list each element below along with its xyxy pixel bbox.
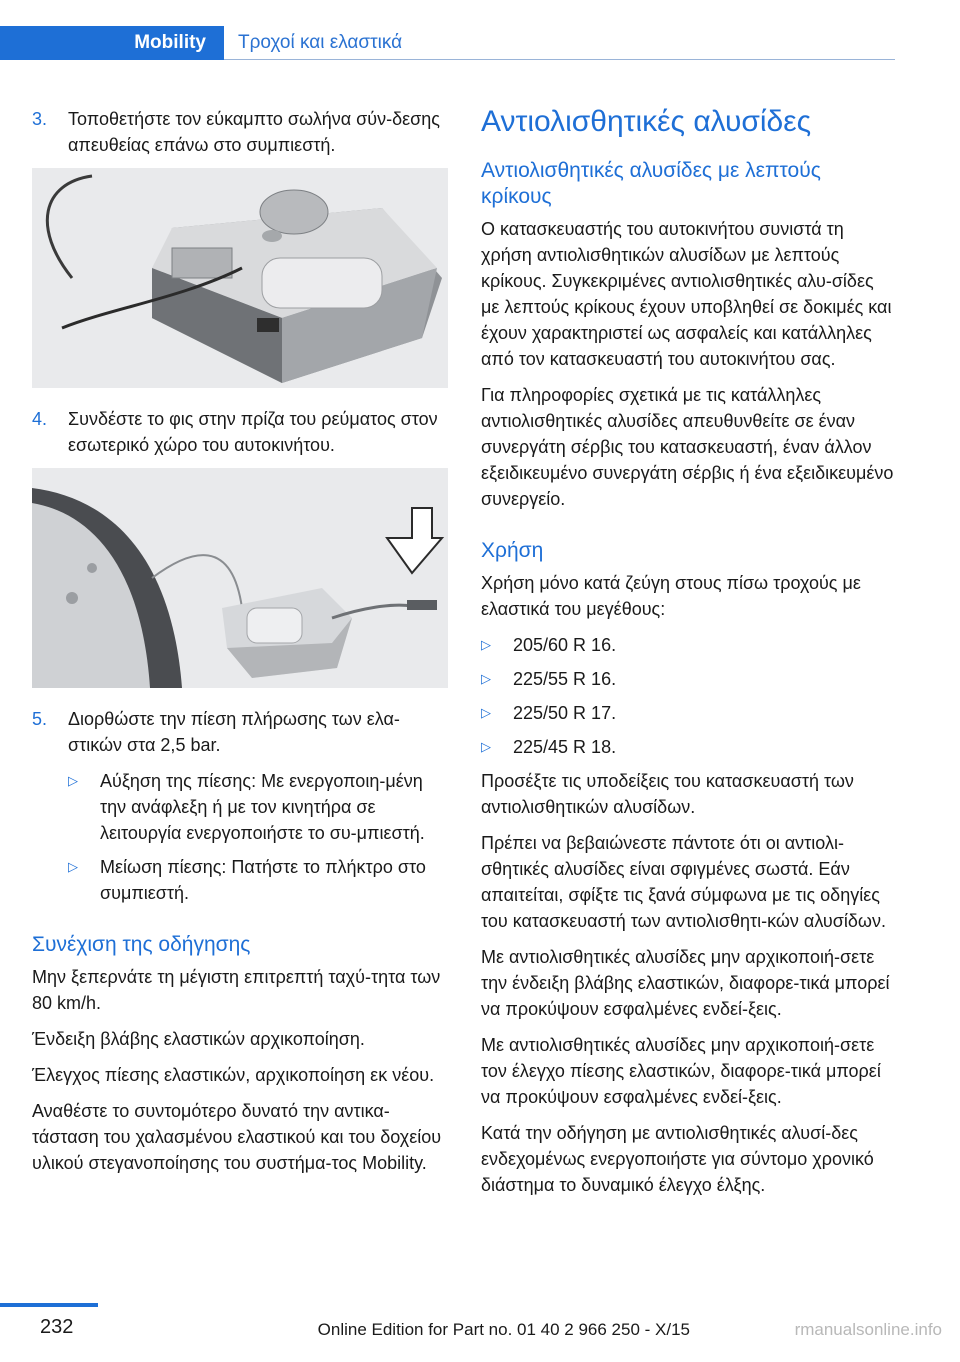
fine-chains-heading: Αντιολισθητικές αλυσίδες με λεπτούς κρίκους xyxy=(481,159,821,208)
step-text: Συνδέστε το φις στην πρίζα του ρεύματος στον εσωτερικό χώρο του αυτοκινήτου. xyxy=(68,409,438,455)
step-3 xyxy=(32,106,448,158)
triangle-right-outline-icon: ▷ xyxy=(68,859,78,874)
paragraph: Χρήση μόνο κατά ζεύγη στους πίσω τροχούς με ελαστικά του μεγέθους: xyxy=(481,573,861,619)
paragraph: Ένδειξη βλάβης ελαστικών αρχικοποίηση. xyxy=(32,1029,365,1049)
step-5 xyxy=(32,706,448,758)
paragraph: Μην ξεπερνάτε τη μέγιστη επιτρεπτή ταχύ‐τητα των 80 km/h. xyxy=(32,967,441,1013)
wheel-compressor-figure xyxy=(32,468,448,688)
paragraph: Κατά την οδήγηση με αντιολισθητικές αλυσί‐δες ενδεχομένως ενεργοποιήστε για σύντομο χρονικό διάστημα το δυναμικό έλεγχο έλξης. xyxy=(481,1123,874,1195)
tire-size: 225/55 R 16. xyxy=(513,669,617,689)
paragraph: Προσέξτε τις υποδείξεις του κατασκευαστή των αντιολισθητικών αλυσίδων. xyxy=(481,771,854,817)
list-item xyxy=(68,768,448,846)
step-number: 3. xyxy=(32,109,48,129)
wheel-compressor-illustration xyxy=(32,468,448,688)
list-item xyxy=(481,734,896,760)
breadcrumb: Τροχοί και ελαστικά xyxy=(238,32,403,53)
triangle-right-outline-icon: ▷ xyxy=(481,671,491,686)
step-number: 4. xyxy=(32,409,48,429)
paragraph: Έλεγχος πίεσης ελαστικών, αρχικοποίηση εκ νέου. xyxy=(32,1065,435,1085)
section-tab: Mobility xyxy=(0,26,224,60)
triangle-right-outline-icon: ▷ xyxy=(481,705,491,720)
paragraph: Αναθέστε το συντομότερο δυνατό την αντικα‐τάσταση του χαλασμένου ελαστικού και του δοχείου υλικού στεγανοποίησης του συστήμα‐τος Mobility. xyxy=(32,1101,442,1173)
bullet-text: Αύξηση της πίεσης: Με ενεργοποιη‐μένη την ανάφλεξη ή με τον κινητήρα σε λειτουργία ενεργοποιήστε το συ‐μπιεστή. xyxy=(100,771,425,843)
compressor-figure xyxy=(32,168,448,388)
pressure-bullets xyxy=(68,768,448,906)
left-column xyxy=(32,96,448,1186)
list-item xyxy=(481,700,896,726)
paragraph: Ο κατασκευαστής του αυτοκινήτου συνιστά τη χρήση αντιολισθητικών αλυσίδων με λεπτούς κρίκους. Συγκεκριμένες αντιολισθητικές αλυ‐σίδες με λεπτούς κρίκους έχουν υποβληθεί σε δοκιμές και έχουν χαρακτηριστεί ως ασφαλείς και κατάλληλες από τον κατασκευαστή του αυτοκινήτου σας. xyxy=(481,219,892,369)
right-column xyxy=(481,104,896,1208)
paragraph: Για πληροφορίες σχετικά με τις κατάλληλες αντιολισθητικές αλυσίδες απευθυνθείτε σε έναν συνεργάτη σέρβις του κατασκευαστή, έναν άλλον εξειδικευμένο συνεργάτη σέρβις ή ένα εξειδικευμένο συνεργείο. xyxy=(481,385,894,509)
paragraph: Με αντιολισθητικές αλυσίδες μην αρχικοποιή‐σετε τον έλεγχο πίεσης ελαστικών, διαφορε‐τικά μπορεί να προκύψουν εσφαλμένες ενδεί‐ξεις. xyxy=(481,1035,881,1107)
triangle-right-outline-icon: ▷ xyxy=(68,773,78,788)
footer-rule xyxy=(0,1303,98,1307)
bullet-text: Μείωση πίεσης: Πατήστε το πλήκτρο στο συμπιεστή. xyxy=(100,857,426,903)
page-number: 232 xyxy=(40,1316,74,1338)
use-heading: Χρήση xyxy=(481,539,544,562)
page-title: Αντιολισθητικές αλυσίδες xyxy=(481,105,812,138)
step-text: Τοποθετήστε τον εύκαμπτο σωλήνα σύν‐δεσης απευθείας επάνω στο συμπιεστή. xyxy=(68,109,440,155)
page-header xyxy=(0,26,895,60)
tire-size: 225/45 R 18. xyxy=(513,737,617,757)
step-number: 5. xyxy=(32,709,48,729)
list-item xyxy=(68,854,448,906)
paragraph: Με αντιολισθητικές αλυσίδες μην αρχικοποιή‐σετε την ένδειξη βλάβης ελαστικών, διαφορε‐τικά μπορεί να προκύψουν εσφαλμένες ενδεί‐ξεις. xyxy=(481,947,890,1019)
compressor-illustration xyxy=(32,168,448,388)
edition-note: Online Edition for Part no. 01 40 2 966 250 - X/15 xyxy=(317,1320,690,1339)
tire-size: 205/60 R 16. xyxy=(513,635,617,655)
header-rule xyxy=(224,59,895,60)
list-item xyxy=(481,632,896,658)
triangle-right-outline-icon: ▷ xyxy=(481,637,491,652)
watermark: rmanualsonline.info xyxy=(794,1320,942,1339)
list-item xyxy=(481,666,896,692)
continue-driving-heading: Συνέχιση της οδήγησης xyxy=(32,933,251,956)
paragraph: Πρέπει να βεβαιώνεστε πάντοτε ότι οι αντιολι‐σθητικές αλυσίδες είναι σφιγμένες σωστά. Εάν απαιτείται, σφίξτε τις ξανά σύμφωνα με τις οδηγίες του κατασκευαστή των αντιολισθητι‐κών αλυσίδων. xyxy=(481,833,886,931)
triangle-right-outline-icon: ▷ xyxy=(481,739,491,754)
tire-size: 225/50 R 17. xyxy=(513,703,617,723)
step-4 xyxy=(32,406,448,458)
tire-size-list xyxy=(481,632,896,760)
step-text: Διορθώστε την πίεση πλήρωσης των ελα‐στικών στα 2,5 bar. xyxy=(68,709,400,755)
